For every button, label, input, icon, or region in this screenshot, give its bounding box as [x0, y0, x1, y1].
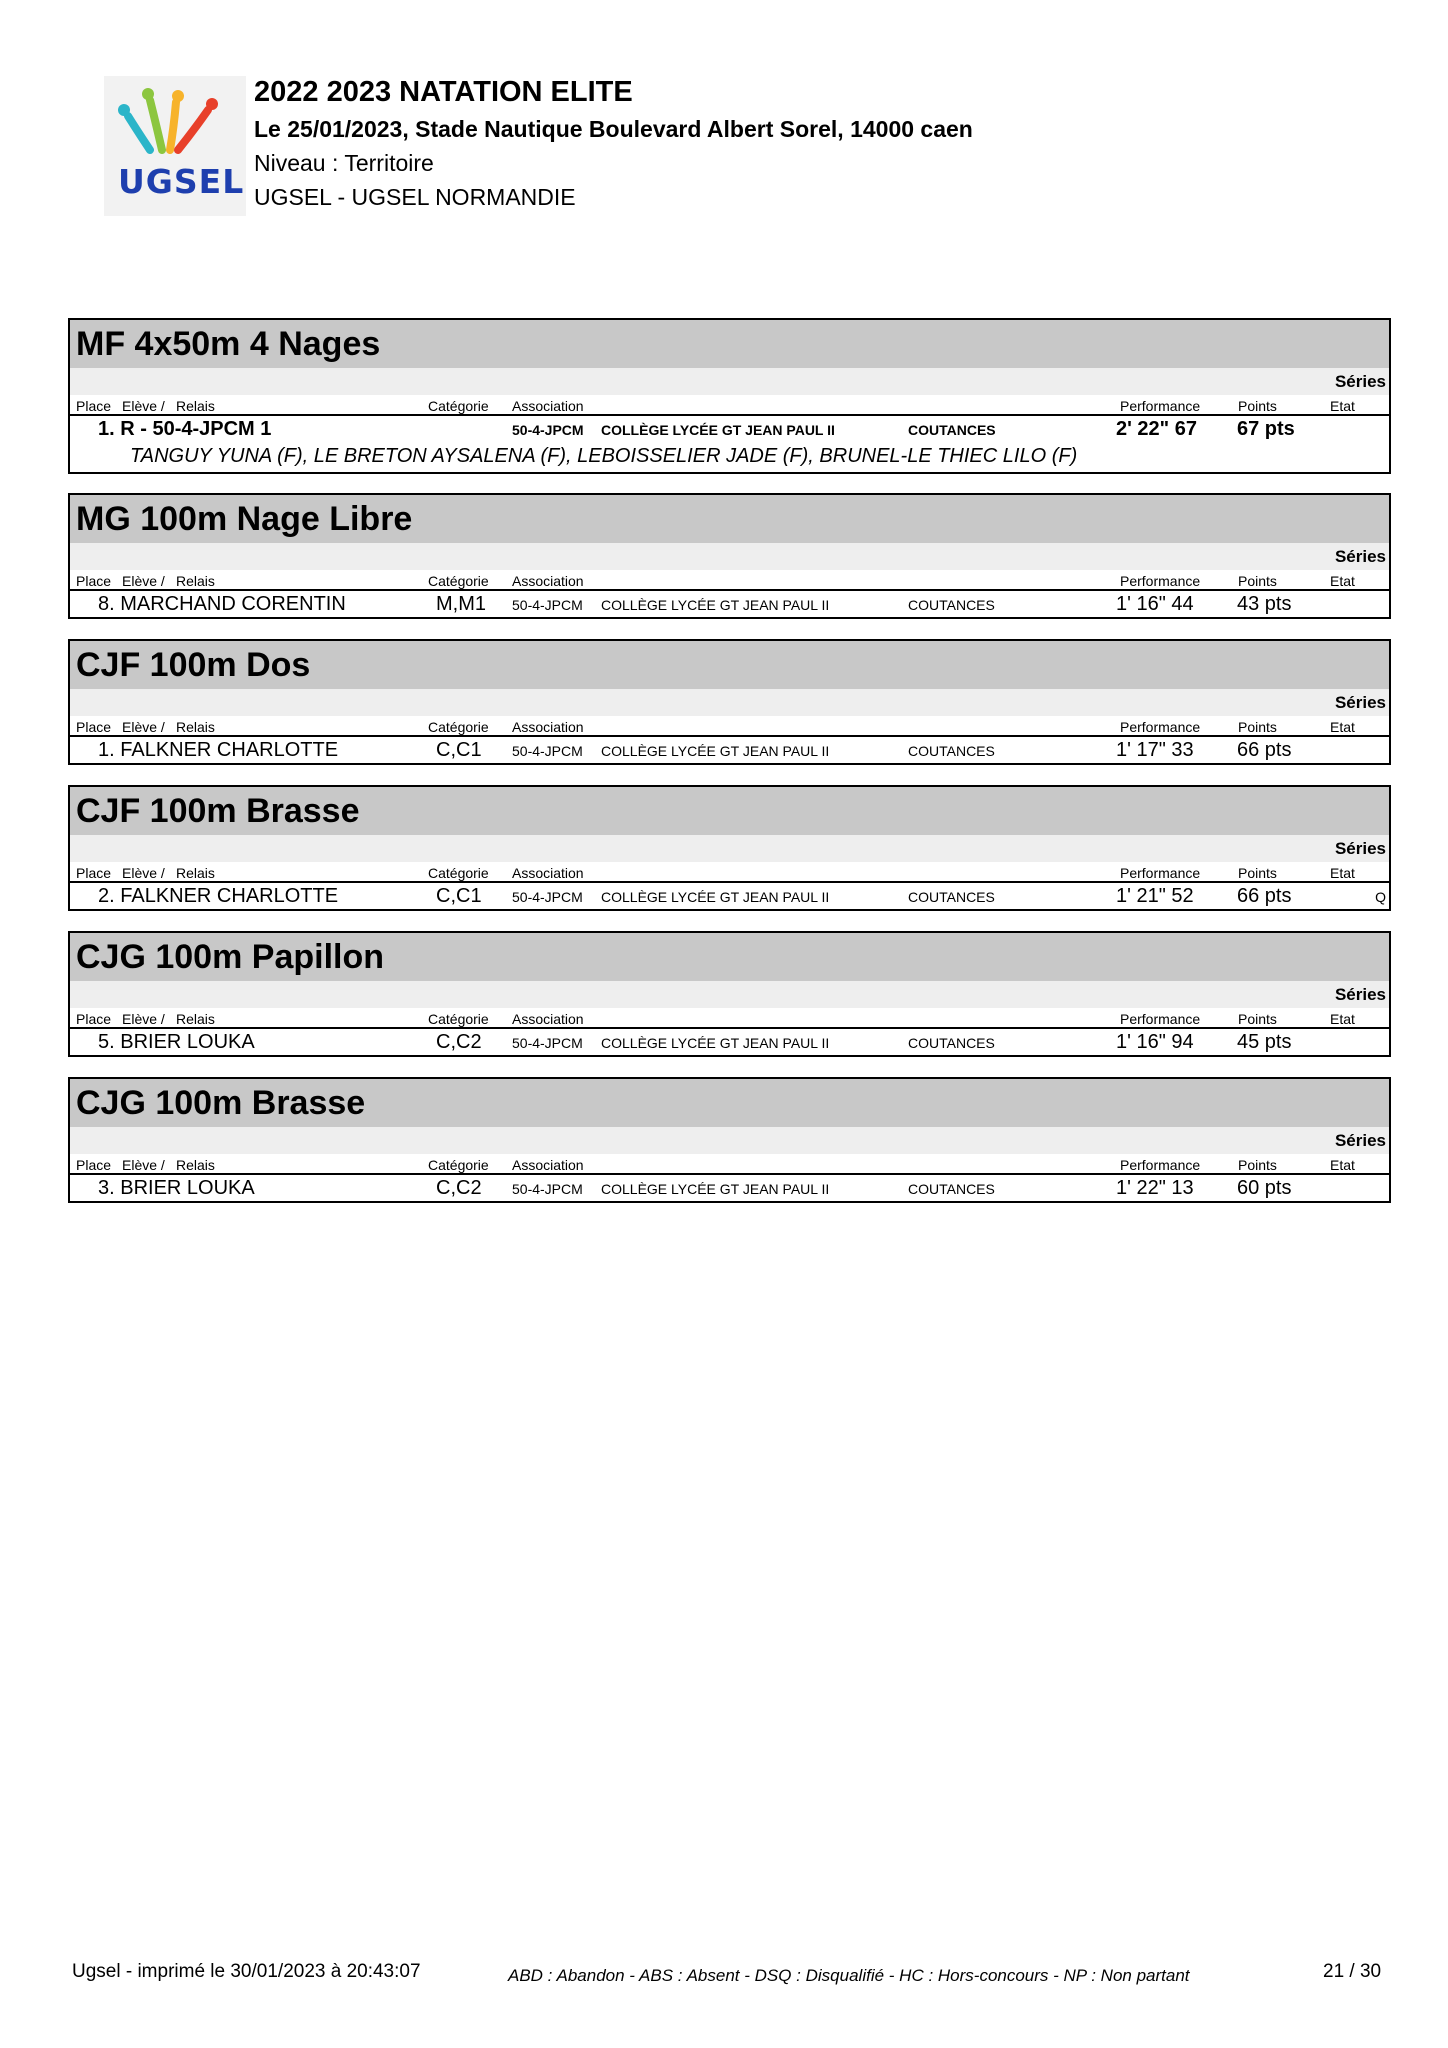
- col-etat: Etat: [1330, 1011, 1355, 1027]
- result-row: [70, 416, 1389, 442]
- city: COUTANCES: [908, 1181, 995, 1197]
- column-headers: [70, 716, 1389, 737]
- series-label: Séries: [70, 835, 1389, 862]
- series-label: Séries: [70, 1127, 1389, 1154]
- col-category: Catégorie: [428, 1157, 489, 1173]
- competition-level: Niveau : Territoire: [254, 150, 434, 176]
- col-etat: Etat: [1330, 573, 1355, 589]
- club-code: 50-4-JPCM: [512, 597, 583, 613]
- performance: 1' 16" 94: [1116, 1031, 1194, 1053]
- col-eleve: Elève /: [122, 573, 165, 589]
- col-association: Association: [512, 719, 584, 735]
- event-title: CJG 100m Brasse: [70, 1079, 1389, 1127]
- event-block: [68, 1077, 1391, 1203]
- city: COUTANCES: [908, 597, 995, 613]
- club-code: 50-4-JPCM: [512, 1181, 583, 1197]
- points: 66 pts: [1237, 739, 1292, 761]
- col-points: Points: [1238, 398, 1277, 414]
- club-code: 50-4-JPCM: [512, 889, 583, 905]
- col-eleve: Elève /: [122, 719, 165, 735]
- result-row: [70, 1029, 1389, 1055]
- col-points: Points: [1238, 1157, 1277, 1173]
- event-block: [68, 931, 1391, 1057]
- col-performance: Performance: [1120, 1157, 1201, 1173]
- col-relais: Relais: [176, 1011, 215, 1027]
- category: C,C2: [436, 1031, 482, 1053]
- performance: 1' 21" 52: [1116, 885, 1194, 907]
- col-place: Place: [76, 398, 112, 414]
- col-place: Place: [76, 719, 112, 735]
- club-code: 50-4-JPCM: [512, 743, 583, 759]
- col-place: Place: [76, 865, 112, 881]
- col-category: Catégorie: [428, 719, 489, 735]
- event-block: [68, 639, 1391, 765]
- col-relais: Relais: [176, 719, 215, 735]
- school: COLLÈGE LYCÉE GT JEAN PAUL II: [601, 889, 830, 905]
- series-label: Séries: [70, 689, 1389, 716]
- school: COLLÈGE LYCÉE GT JEAN PAUL II: [601, 422, 835, 438]
- performance: 1' 22" 13: [1116, 1177, 1194, 1199]
- performance: 1' 16" 44: [1116, 593, 1194, 615]
- col-eleve: Elève /: [122, 398, 165, 414]
- city: COUTANCES: [908, 743, 995, 759]
- city: COUTANCES: [908, 889, 995, 905]
- points: 67 pts: [1237, 418, 1295, 440]
- col-association: Association: [512, 398, 584, 414]
- points: 66 pts: [1237, 885, 1292, 907]
- place-name: 1. R - 50-4-JPCM 1: [98, 418, 272, 440]
- col-association: Association: [512, 1011, 584, 1027]
- series-label: Séries: [70, 543, 1389, 570]
- col-association: Association: [512, 1157, 584, 1173]
- event-block: [68, 785, 1391, 911]
- category: C,C1: [436, 739, 482, 761]
- col-eleve: Elève /: [122, 1157, 165, 1173]
- result-row: [70, 883, 1389, 909]
- col-category: Catégorie: [428, 398, 489, 414]
- col-association: Association: [512, 865, 584, 881]
- column-headers: [70, 1154, 1389, 1175]
- col-relais: Relais: [176, 573, 215, 589]
- col-eleve: Elève /: [122, 865, 165, 881]
- col-category: Catégorie: [428, 865, 489, 881]
- series-label: Séries: [70, 981, 1389, 1008]
- city: COUTANCES: [908, 422, 996, 438]
- col-place: Place: [76, 1157, 112, 1173]
- col-performance: Performance: [1120, 865, 1201, 881]
- club-code: 50-4-JPCM: [512, 1035, 583, 1051]
- col-etat: Etat: [1330, 865, 1355, 881]
- col-relais: Relais: [176, 398, 215, 414]
- points: 45 pts: [1237, 1031, 1292, 1053]
- col-performance: Performance: [1120, 719, 1201, 735]
- place-name: 3. BRIER LOUKA: [98, 1177, 255, 1199]
- column-headers: [70, 1008, 1389, 1029]
- event-block: [68, 318, 1391, 474]
- relay-swimmers: TANGUY YUNA (F), LE BRETON AYSALENA (F), LEBOISSELIER JADE (F), BRUNEL-LE THIEC LILO (F): [130, 445, 1078, 467]
- school: COLLÈGE LYCÉE GT JEAN PAUL II: [601, 743, 830, 759]
- col-etat: Etat: [1330, 1157, 1355, 1173]
- result-row: [70, 737, 1389, 763]
- event-title: CJF 100m Dos: [70, 641, 1389, 689]
- page-title: 2022 2023 NATATION ELITE: [254, 76, 633, 108]
- school: COLLÈGE LYCÉE GT JEAN PAUL II: [601, 597, 830, 613]
- logo-text: UGSEL: [118, 162, 245, 201]
- series-label: Séries: [70, 368, 1389, 395]
- points: 60 pts: [1237, 1177, 1292, 1199]
- event-title: CJF 100m Brasse: [70, 787, 1389, 835]
- col-relais: Relais: [176, 865, 215, 881]
- performance: 2' 22" 67: [1116, 418, 1197, 440]
- category: C,C2: [436, 1177, 482, 1199]
- performance: 1' 17" 33: [1116, 739, 1194, 761]
- col-points: Points: [1238, 573, 1277, 589]
- result-row: [70, 591, 1389, 617]
- column-headers: [70, 395, 1389, 416]
- col-performance: Performance: [1120, 398, 1201, 414]
- points: 43 pts: [1237, 593, 1292, 615]
- school: COLLÈGE LYCÉE GT JEAN PAUL II: [601, 1035, 830, 1051]
- abbreviation-legend: ABD : Abandon - ABS : Absent - DSQ : Disqualifié - HC : Hors-concours - NP : Non partant: [508, 1966, 1190, 1985]
- ugsel-figures-icon: [104, 76, 246, 166]
- category: M,M1: [436, 593, 486, 615]
- col-association: Association: [512, 573, 584, 589]
- print-timestamp: Ugsel - imprimé le 30/01/2023 à 20:43:07: [72, 1961, 421, 1982]
- event-title: MG 100m Nage Libre: [70, 495, 1389, 543]
- col-place: Place: [76, 573, 112, 589]
- place-name: 5. BRIER LOUKA: [98, 1031, 255, 1053]
- col-performance: Performance: [1120, 573, 1201, 589]
- column-headers: [70, 570, 1389, 591]
- ugsel-logo: [104, 76, 246, 216]
- event-block: [68, 493, 1391, 619]
- school: COLLÈGE LYCÉE GT JEAN PAUL II: [601, 1181, 830, 1197]
- place-name: 8. MARCHAND CORENTIN: [98, 593, 346, 615]
- organization: UGSEL - UGSEL NORMANDIE: [254, 184, 576, 210]
- col-points: Points: [1238, 865, 1277, 881]
- col-category: Catégorie: [428, 1011, 489, 1027]
- col-relais: Relais: [176, 1157, 215, 1173]
- city: COUTANCES: [908, 1035, 995, 1051]
- col-category: Catégorie: [428, 573, 489, 589]
- col-performance: Performance: [1120, 1011, 1201, 1027]
- page-number: 21 / 30: [1323, 1961, 1382, 1982]
- col-eleve: Elève /: [122, 1011, 165, 1027]
- col-points: Points: [1238, 719, 1277, 735]
- result-row: [70, 1175, 1389, 1201]
- event-date-venue: Le 25/01/2023, Stade Nautique Boulevard Albert Sorel, 14000 caen: [254, 116, 973, 142]
- col-points: Points: [1238, 1011, 1277, 1027]
- club-code: 50-4-JPCM: [512, 422, 584, 438]
- col-place: Place: [76, 1011, 112, 1027]
- col-etat: Etat: [1330, 719, 1355, 735]
- category: C,C1: [436, 885, 482, 907]
- column-headers: [70, 862, 1389, 883]
- place-name: 2. FALKNER CHARLOTTE: [98, 885, 339, 907]
- etat: Q: [1375, 889, 1386, 905]
- place-name: 1. FALKNER CHARLOTTE: [98, 739, 339, 761]
- event-title: CJG 100m Papillon: [70, 933, 1389, 981]
- event-title: MF 4x50m 4 Nages: [70, 320, 1389, 368]
- col-etat: Etat: [1330, 398, 1355, 414]
